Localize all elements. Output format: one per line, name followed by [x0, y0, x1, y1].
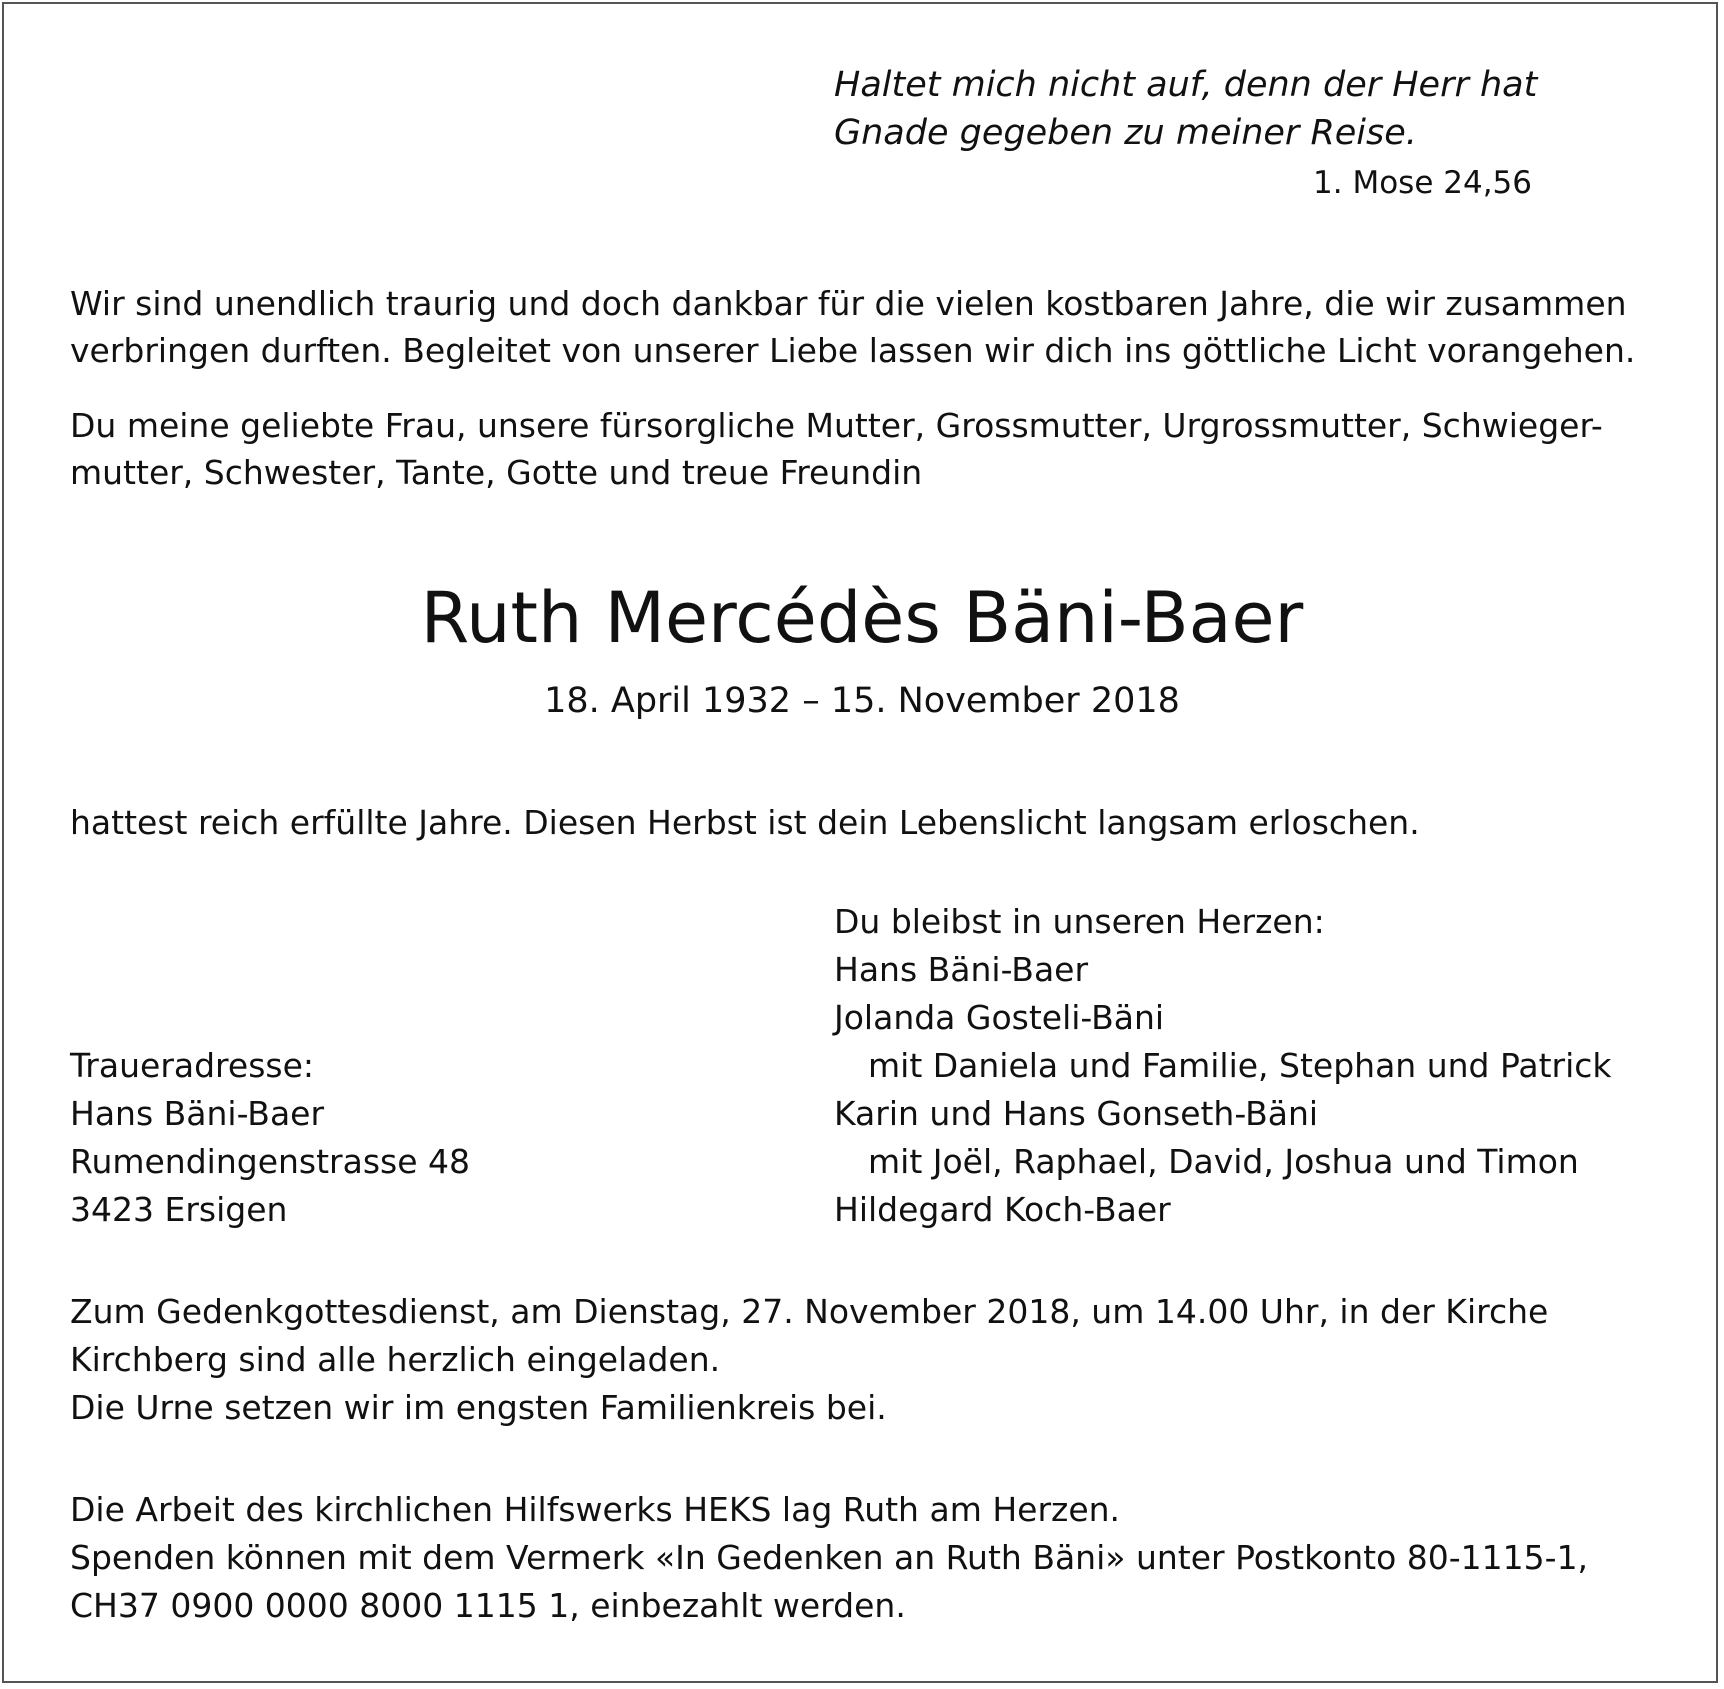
deceased-name: Ruth Mercédès Bäni-Baer — [420, 577, 1304, 659]
address-line: Rumendingenstrasse 48 — [70, 1142, 471, 1181]
mourners-heading: Du bleibst in unseren Herzen: — [834, 902, 1325, 941]
mourner-line: mit Joël, Raphael, David, Joshua und Timon — [868, 1142, 1579, 1181]
donation-line-1: Die Arbeit des kirchlichen Hilfswerks HEKS lag Ruth am Herzen. — [70, 1490, 1121, 1529]
address-label: Traueradresse: — [70, 1046, 315, 1085]
mourner-line: Hildegard Koch-Baer — [834, 1190, 1171, 1229]
motto-line-2: Gnade gegeben zu meiner Reise. — [834, 113, 1417, 153]
life-dates: 18. April 1932 – 15. November 2018 — [544, 681, 1180, 721]
address-line: 3423 Ersigen — [70, 1190, 288, 1229]
donation-line-2: Spenden können mit dem Vermerk «In Gedenken an Ruth Bäni» unter Postkonto 80-1115-1, — [70, 1538, 1589, 1577]
donation-line-3: CH37 0900 0000 8000 1115 1, einbezahlt werden. — [70, 1586, 906, 1625]
intro-line-3: Du meine geliebte Frau, unsere fürsorgliche Mutter, Grossmutter, Urgrossmutter, Schwieger- — [70, 406, 1603, 445]
motto-reference: 1. Mose 24,56 — [1313, 165, 1532, 201]
mourner-line: mit Daniela und Familie, Stephan und Patrick — [868, 1046, 1612, 1085]
service-line-2: Kirchberg sind alle herzlich eingeladen. — [70, 1340, 721, 1379]
mourner-line: Jolanda Gosteli-Bäni — [834, 998, 1165, 1037]
motto-line-1: Haltet mich nicht auf, denn der Herr hat — [834, 65, 1538, 105]
intro-line-4: mutter, Schwester, Tante, Gotte und treue Freundin — [70, 453, 923, 492]
notice-frame — [2, 2, 1718, 1683]
mourner-line: Hans Bäni-Baer — [834, 950, 1089, 989]
intro-line-1: Wir sind unendlich traurig und doch dankbar für die vielen kostbaren Jahre, die wir zusammen — [70, 284, 1627, 323]
service-line-1: Zum Gedenkgottesdienst, am Dienstag, 27. November 2018, um 14.00 Uhr, in der Kirche — [70, 1292, 1549, 1331]
closing-line: hattest reich erfüllte Jahre. Diesen Herbst ist dein Lebenslicht langsam erloschen. — [70, 803, 1420, 842]
service-line-3: Die Urne setzen wir im engsten Familienkreis bei. — [70, 1388, 887, 1427]
mourner-line: Karin und Hans Gonseth-Bäni — [834, 1094, 1319, 1133]
address-line: Hans Bäni-Baer — [70, 1094, 325, 1133]
intro-line-2: verbringen durften. Begleitet von unserer Liebe lassen wir dich ins göttliche Licht vorangehen. — [70, 331, 1636, 370]
